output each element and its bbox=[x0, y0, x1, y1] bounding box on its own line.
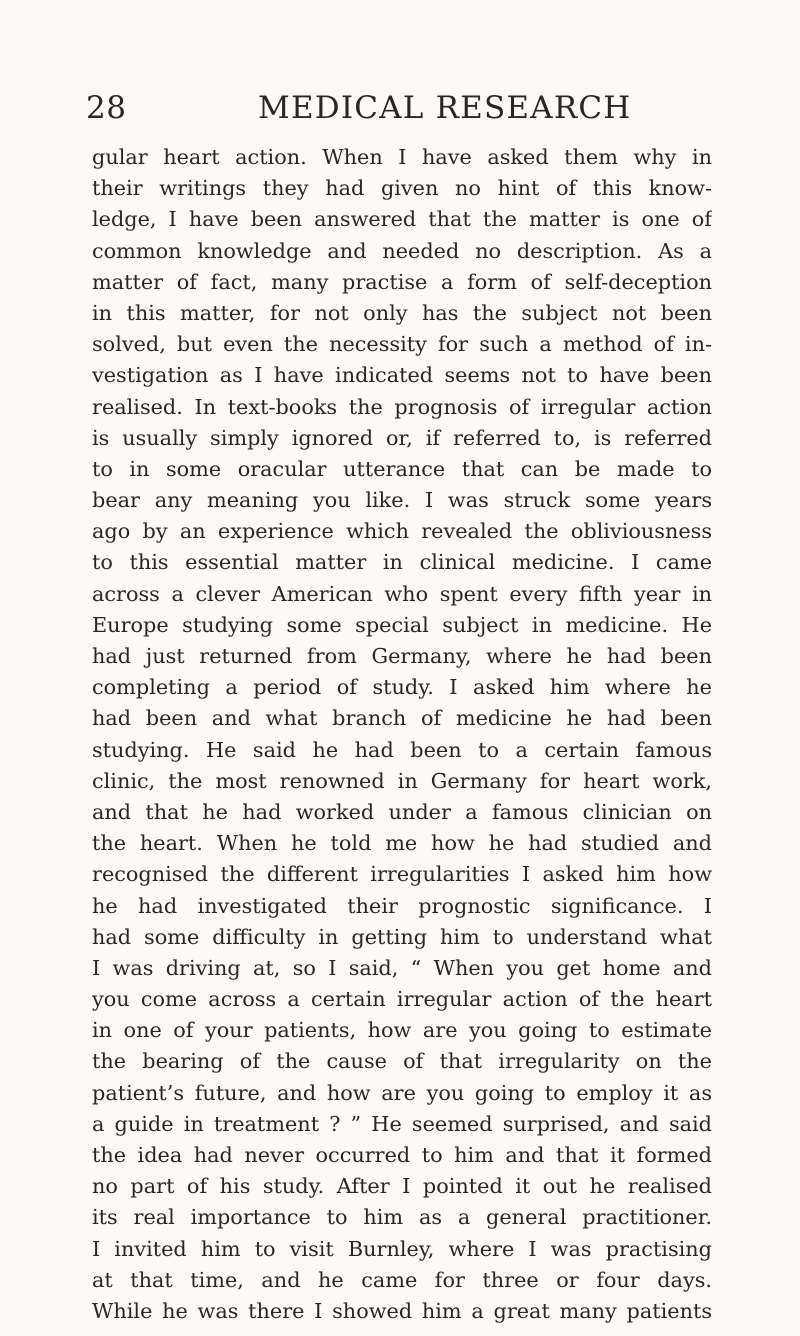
text-line: at that time, and he came for three or four days. bbox=[92, 1267, 712, 1292]
text-line: he had investigated their prognostic significance. I bbox=[92, 893, 712, 918]
text-line: its real importance to him as a general practitioner. bbox=[92, 1205, 712, 1230]
text-line: vestigation as I have indicated seems not to have been bbox=[92, 363, 712, 388]
running-title: MEDICAL RESEARCH bbox=[258, 90, 632, 126]
text-line: recognised the different irregularities I asked him how bbox=[92, 862, 712, 887]
text-line: in this matter, for not only has the subject not been bbox=[92, 300, 712, 325]
text-line: patient’s future, and how are you going to employ it as bbox=[92, 1080, 712, 1105]
text-line: across a clever American who spent every fifth year in bbox=[92, 581, 712, 606]
text-line: realised. In text-books the prognosis of irregular action bbox=[92, 394, 712, 419]
page-number: 28 bbox=[86, 90, 127, 126]
text-line: to in some oracular utterance that can be made to bbox=[92, 456, 712, 481]
text-line: While he was there I showed him a great many patients bbox=[92, 1298, 712, 1323]
text-line: the idea had never occurred to him and that it formed bbox=[92, 1143, 712, 1167]
text-line: ledge, I have been answered that the matter is one of bbox=[92, 207, 712, 232]
text-line: ago by an experience which revealed the obliviousness bbox=[92, 519, 712, 544]
text-line: solved, but even the necessity for such a method of in- bbox=[92, 332, 712, 357]
text-line: clinic, the most renowned in Germany for heart work, bbox=[92, 768, 712, 793]
text-line: I invited him to visit Burnley, where I was practising bbox=[92, 1236, 712, 1261]
text-line: to this essential matter in clinical medicine. I came bbox=[92, 550, 712, 575]
text-line: their writings they had given no hint of this know- bbox=[92, 176, 712, 201]
page-header bbox=[86, 88, 714, 128]
text-line: the bearing of the cause of that irregularity on the bbox=[92, 1049, 712, 1074]
text-line: you come across a certain irregular action of the heart bbox=[92, 987, 712, 1012]
text-line: I was driving at, so I said, “ When you get home and bbox=[92, 955, 712, 980]
text-line: had been and what branch of medicine he had been bbox=[92, 706, 712, 731]
text-line: is usually simply ignored or, if referred to, is referred bbox=[92, 425, 712, 450]
body-text bbox=[92, 142, 712, 1327]
text-line: and that he had worked under a famous clinician on bbox=[92, 799, 712, 824]
text-line: completing a period of study. I asked him where he bbox=[92, 675, 712, 700]
text-line: gular heart action. When I have asked them why in bbox=[92, 145, 712, 169]
text-line: had just returned from Germany, where he had been bbox=[92, 644, 712, 668]
text-line: had some difficulty in getting him to understand what bbox=[92, 924, 712, 949]
text-line: bear any meaning you like. I was struck some years bbox=[92, 488, 712, 513]
text-line: the heart. When he told me how he had studied and bbox=[92, 831, 712, 856]
text-line: in one of your patients, how are you going to estimate bbox=[92, 1018, 712, 1043]
text-line: Europe studying some special subject in medicine. He bbox=[92, 612, 712, 637]
text-line: common knowledge and needed no description. As a bbox=[92, 238, 712, 263]
text-line: matter of fact, many practise a form of self-deception bbox=[92, 269, 712, 294]
text-line: studying. He said he had been to a certain famous bbox=[92, 737, 712, 762]
text-line: no part of his study. After I pointed it out he realised bbox=[92, 1174, 712, 1199]
text-line: a guide in treatment ? ” He seemed surprised, and said bbox=[92, 1111, 712, 1136]
